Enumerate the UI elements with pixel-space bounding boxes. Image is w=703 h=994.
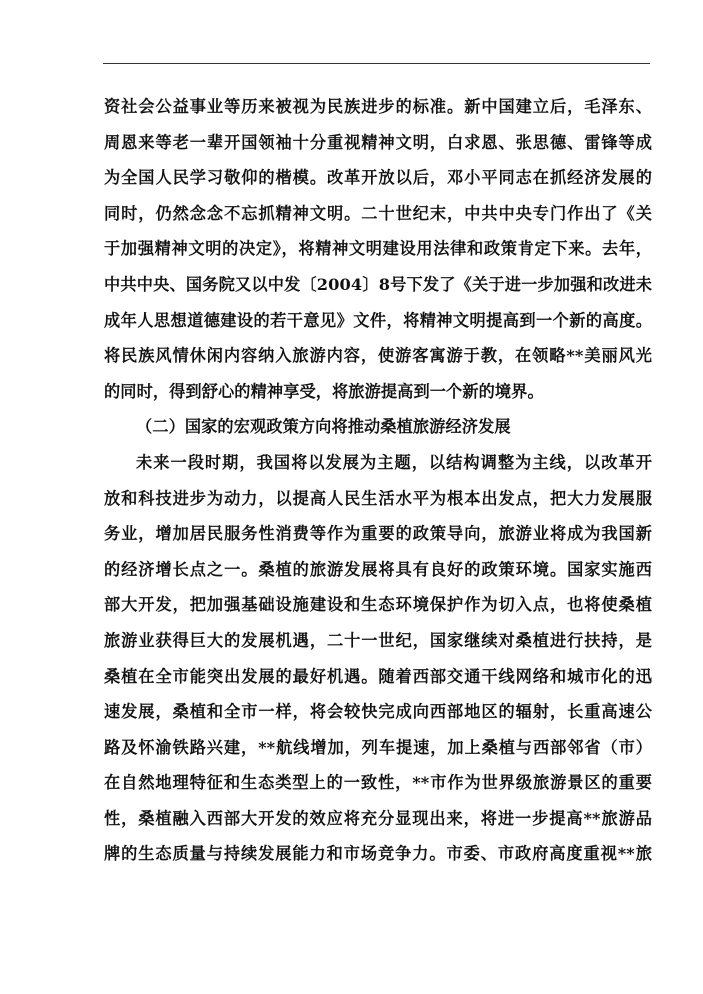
- text-line: 的同时，得到舒心的精神享受，将旅游提高到一个新的境界。: [104, 381, 544, 401]
- text-line: 周恩来等老一辈开国领袖十分重视精神文明，白求恩、张思德、雷锋等成: [104, 132, 652, 152]
- text-line: 的经济增长点之一。桑植的旅游发展将具有良好的政策环境。国家实施西: [104, 559, 652, 579]
- text-line: 同时，仍然念念不忘抓精神文明。二十世纪末，中共中央专门作出了《关: [104, 203, 652, 223]
- text-line: 于加强精神文明的决定》，将精神文明建设用法律和政策肯定下来。去年，: [104, 239, 652, 259]
- text-line: 为全国人民学习敬仰的楷模。改革开放以后，邓小平同志在抓经济发展的: [104, 168, 652, 188]
- text-line: 牌的生态质量与持续发展能力和市场竞争力。市委、市政府高度重视**旅: [104, 844, 652, 864]
- text-line: 桑植在全市能突出发展的最好机遇。随着西部交通干线网络和城市化的迅: [104, 666, 652, 686]
- text-line: 旅游业获得巨大的发展机遇，二十一世纪，国家继续对桑植进行扶持，是: [104, 630, 652, 650]
- section-heading: （二）国家的宏观政策方向将推动桑植旅游经济发展: [136, 417, 511, 437]
- paragraph-spiritual-civilization: [104, 89, 652, 409]
- text-line: 部大开发，把加强基础设施建设和生态环境保护作为切入点，也将使桑植: [104, 595, 652, 615]
- text-line: 性，桑植融入西部大开发的效应将充分显现出来，将进一步提高**旅游品: [104, 808, 652, 828]
- text-line: 未来一段时期，我国将以发展为主题，以结构调整为主线，以改革开: [136, 452, 652, 472]
- text-line: 在自然地理特征和生态类型上的一致性，**市作为世界级旅游景区的重要: [104, 773, 652, 793]
- text-line: 路及怀渝铁路兴建，**航线增加，列车提速，加上桑植与西部邻省（市）: [104, 737, 652, 757]
- paragraph-macro-policy: [104, 445, 652, 872]
- text-line: 资社会公益事业等历来被视为民族进步的标准。新中国建立后，毛泽东、: [104, 97, 652, 116]
- document-body: [104, 89, 652, 872]
- text-line: 将民族风情休闲内容纳入旅游内容，使游客寓游于教，在领略**美丽风光: [104, 346, 652, 366]
- text-line: 成年人思想道德建设的若干意见》文件，将精神文明提高到一个新的高度。: [104, 310, 652, 330]
- text-line: 务业，增加居民服务性消费等作为重要的政策导向，旅游业将成为我国新: [104, 524, 652, 544]
- text-line: 放和科技进步为动力，以提高人民生活水平为根本出发点，把大力发展服: [104, 488, 652, 508]
- text-line: 速发展，桑植和全市一样，将会较快完成向西部地区的辐射，长重高速公: [104, 702, 652, 722]
- header-rule: [103, 63, 650, 64]
- text-line: 中共中央、国务院又以中发〔2004〕8号下发了《关于进一步加强和改进未: [104, 274, 652, 294]
